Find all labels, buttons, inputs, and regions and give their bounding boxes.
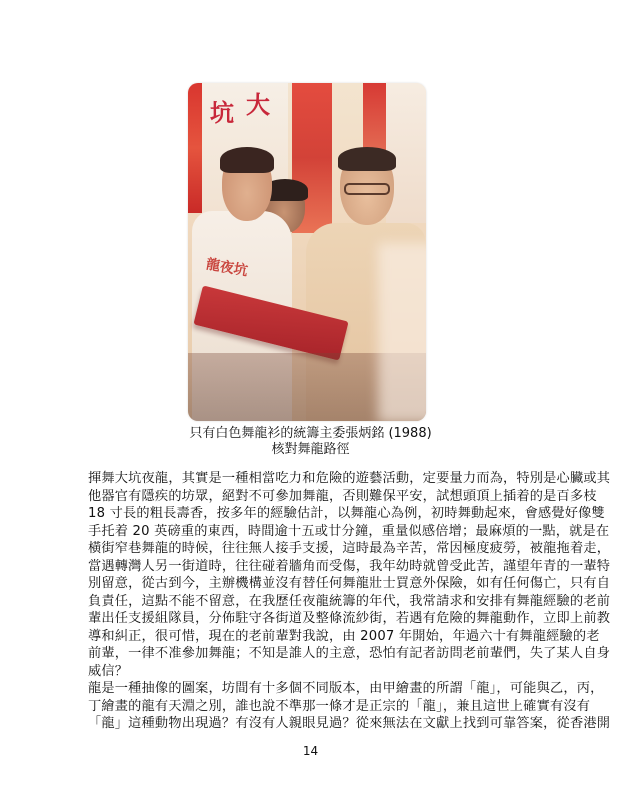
banner-char: 坑 (210, 98, 234, 127)
photo-blur-foreground (378, 243, 426, 421)
body-paragraph-2 (88, 680, 611, 733)
text-line: 輩出任支援組隊員，分佈駐守各街道及整條流紗街，若遇有危險的舞龍動作，立即上前教 (88, 611, 611, 626)
text-line: 龍是一種抽像的圖案，坊間有十多個不同版本，由甲繪畫的所謂「龍」，可能與乙，丙， (88, 681, 604, 696)
young-man-hair (220, 147, 274, 173)
text-line: 負責任，這點不能不留意，在我歷任夜龍統籌的年代，我常請求和安排有舞龍經驗的老前 (88, 593, 611, 609)
text-line: 手托着 20 英磅重的東西，時間逾十五或廿分鐘，重量似感倍增；最麻煩的一點，就是在 (88, 523, 610, 539)
glasses (344, 183, 390, 195)
page-number: 14 (302, 744, 319, 758)
body-paragraph-1 (88, 470, 611, 680)
text-line: 當遇轉灣人另一街道時，往往碰着牆角而受傷，我年幼時就曾受此苦，謹望年青的一輩特 (88, 558, 611, 574)
text-line: 威信？ (88, 663, 129, 679)
text-line: 別留意，從古到今，主辦機構並沒有替任何舞龍壯士買意外保險，如有任何傷亡，只有自 (88, 576, 611, 591)
text-line: 前輩，一律不准參加舞龍；不知是誰人的主意，恐怕有記者訪問老前輩們，失了某人自身 (88, 646, 611, 661)
text-line: 橫街窄巷舞龍的時候，往往無人接手支援，這時最為辛苦，常因極度疲勞，被龍拖着走， (88, 541, 611, 556)
photograph (188, 83, 426, 421)
text-line: 丁繪畫的龍有天淵之別，誰也說不準那一條才是正宗的「龍」，兼且這世上確實有沒有 (88, 698, 591, 714)
text-line: 「龍」這種動物出現過？有沒有人親眼見過？從來無法在文獻上找到可靠答案，從香港開 (88, 716, 611, 731)
text-line: 他器官有隱疾的坊眾，絕對不可參加舞龍，否則難保平安，試想頭頂上插着的是百多枝 (88, 488, 597, 504)
older-man-hair (338, 147, 396, 171)
photo-caption-line-2: 核對舞龍路徑 (271, 442, 350, 457)
shirt-text: 龍夜坑 (204, 256, 249, 280)
banner-char: 大 (246, 90, 270, 119)
text-line: 18 寸長的粗長壽香，按多年的經驗估計，以舞龍心為例，初時舞動起來，會感覺好像雙 (88, 506, 605, 521)
red-flower-decoration (363, 83, 387, 153)
text-line: 揮舞大坑夜龍，其實是一種相當吃力和危險的遊藝活動，定要量力而為，特別是心臟或其 (88, 471, 611, 486)
text-line: 導和糾正，很可惜，現在的老前輩對我說，由 2007 年開始，年過六十有舞龍經驗的老 (88, 628, 600, 644)
photo-caption-line-1: 只有白色舞龍衫的統籌主委張炳銘 (1988) (189, 426, 432, 441)
